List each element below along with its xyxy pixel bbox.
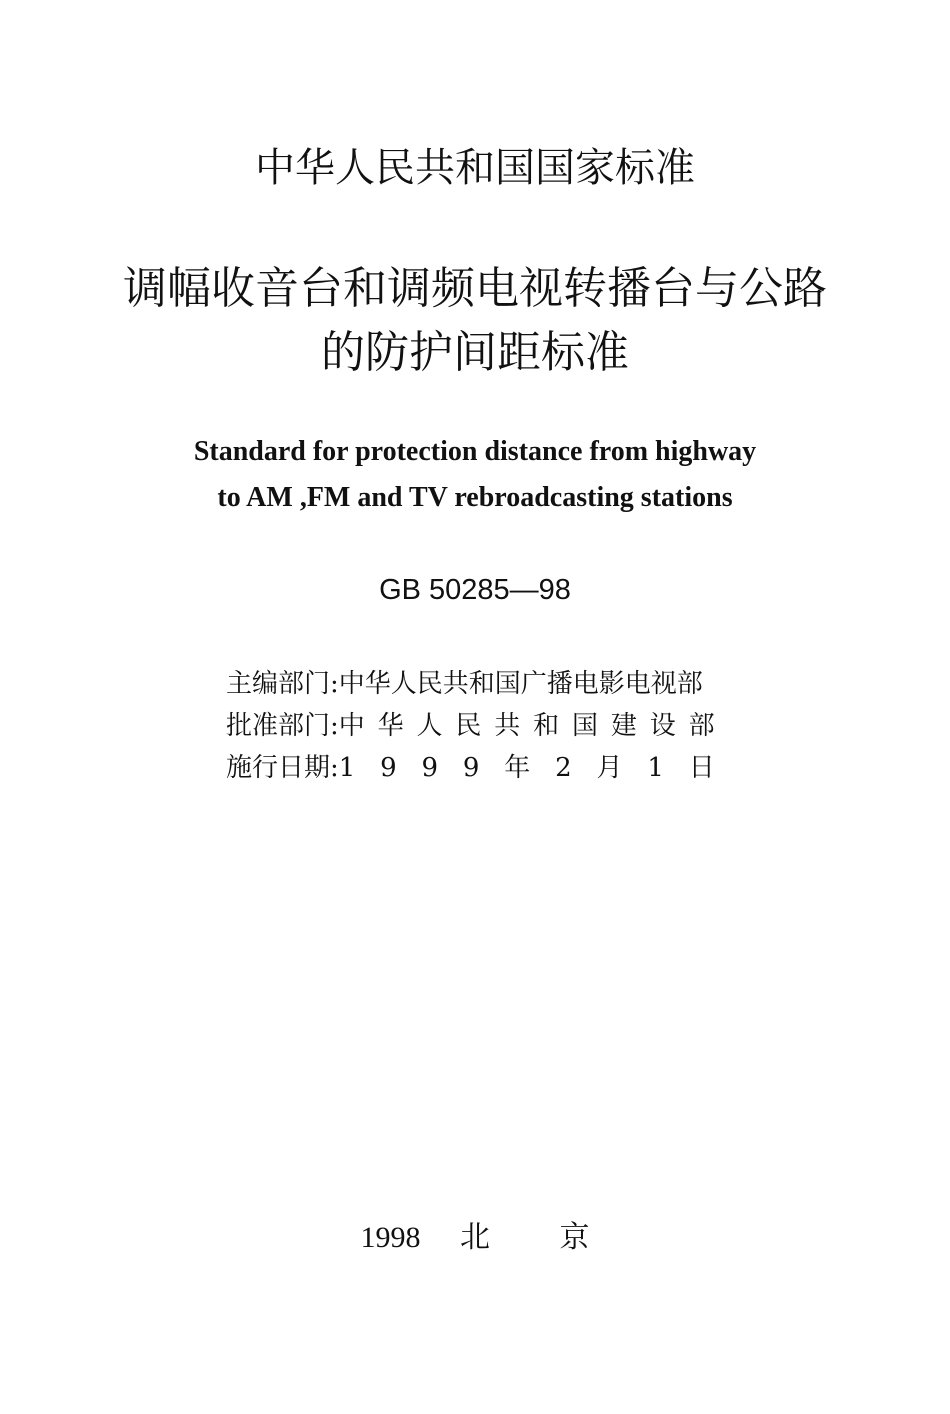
- approver-char: 设: [649, 711, 676, 741]
- standard-code: GB 50285—98: [379, 574, 571, 606]
- effective-date-char: 9: [380, 753, 397, 783]
- editor-department-label: 主编部门:: [226, 669, 339, 699]
- approver-char: 国: [572, 711, 599, 741]
- effective-date-char: 年: [504, 753, 531, 783]
- approver-department-row: [226, 708, 746, 744]
- title-english-line-1: Standard for protection distance from highway: [193, 436, 757, 467]
- approver-department-value: [339, 708, 715, 744]
- publication-city-char: 北: [460, 1220, 490, 1255]
- editor-department-value: 中华人民共和国广播电影电视部: [338, 669, 703, 699]
- approver-char: 人: [416, 711, 443, 741]
- approver-char: 和: [533, 711, 560, 741]
- effective-date-char: 9: [462, 753, 480, 783]
- effective-date-value: [339, 750, 715, 786]
- title-chinese-line-2: 的防护间距标准: [321, 327, 629, 378]
- effective-date-char: 1: [647, 753, 664, 783]
- approver-char: 部: [688, 711, 715, 741]
- publication-year: 1998: [360, 1221, 421, 1254]
- effective-date-row: [226, 750, 746, 786]
- effective-date-char: 1: [338, 753, 356, 783]
- publication-city-char: 京: [559, 1220, 590, 1255]
- effective-date-label: 施行日期:: [226, 753, 339, 783]
- title-chinese-line-1: 调幅收音台和调频电视转播台与公路: [123, 263, 827, 314]
- effective-date-char: 2: [555, 753, 572, 783]
- title-english-line-2: to AM ,FM and TV rebroadcasting stations: [217, 482, 733, 513]
- effective-date-char: 月: [596, 753, 623, 783]
- publication-footer: [0, 1218, 950, 1258]
- effective-date-char: 日: [688, 753, 715, 783]
- approver-department-label: 批准部门:: [226, 711, 339, 741]
- approver-char: 中: [338, 711, 365, 741]
- approver-char: 建: [610, 711, 637, 741]
- editor-department-row: [226, 666, 746, 702]
- approver-char: 华: [377, 711, 404, 741]
- approver-char: 民: [455, 711, 482, 741]
- national-standard-heading: 中华人民共和国国家标准: [255, 145, 695, 191]
- effective-date-char: 9: [421, 753, 439, 783]
- approver-char: 共: [494, 711, 521, 741]
